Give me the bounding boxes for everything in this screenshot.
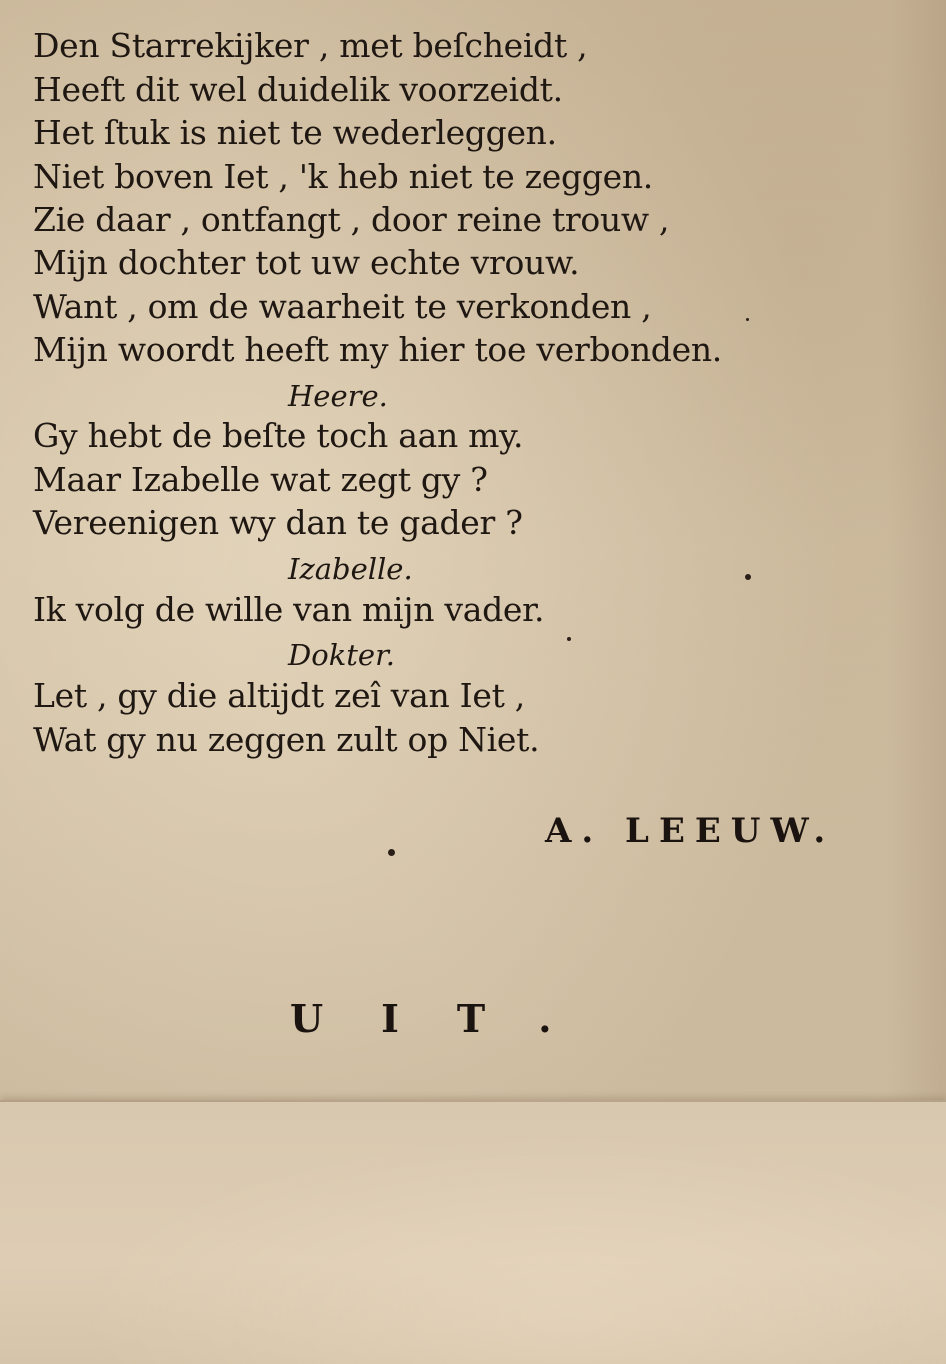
next-page-fold: [0, 1100, 946, 1364]
page-edge-shadow: [886, 0, 946, 1100]
poem-line: Ik volg de wille van mijn vader.: [33, 590, 545, 629]
poem-line: Mijn woordt heeft my hier toe verbonden.: [33, 330, 722, 369]
author-signature: A. LEEUW.: [545, 811, 836, 851]
ink-speck: [745, 574, 751, 580]
poem-line: Den Starrekijker , met beſcheidt ,: [33, 26, 588, 65]
poem-line: Want , om de waarheit te verkonden ,: [33, 287, 652, 326]
poem-line: Mijn dochter tot uw echte vrouw.: [33, 243, 580, 282]
speaker-heading: Izabelle.: [288, 552, 413, 586]
ink-speck: [388, 849, 395, 856]
poem-line: Let , gy die altijdt zeî van Iet ,: [33, 676, 525, 715]
poem-line: Zie daar , ontfangt , door reine trouw ,: [33, 200, 670, 239]
poem-line: Maar Izabelle wat zegt gy ?: [33, 460, 488, 499]
poem-line: Heeft dit wel duidelik voorzeidt.: [33, 70, 563, 109]
end-mark: UIT.: [290, 996, 610, 1041]
poem-line: Het ſtuk is niet te wederleggen.: [33, 113, 557, 152]
poem-line: Wat gy nu zeggen zult op Niet.: [33, 720, 540, 759]
ink-speck: [746, 318, 749, 321]
poem-line: Vereenigen wy dan te gader ?: [33, 503, 523, 542]
poem-line: Niet boven Iet , 'k heb niet te zeggen.: [33, 157, 653, 196]
poem-line: Gy hebt de beſte toch aan my.: [33, 416, 524, 455]
speaker-heading: Heere.: [288, 379, 388, 413]
speaker-heading: Dokter.: [288, 638, 395, 672]
ink-speck: [567, 637, 571, 641]
